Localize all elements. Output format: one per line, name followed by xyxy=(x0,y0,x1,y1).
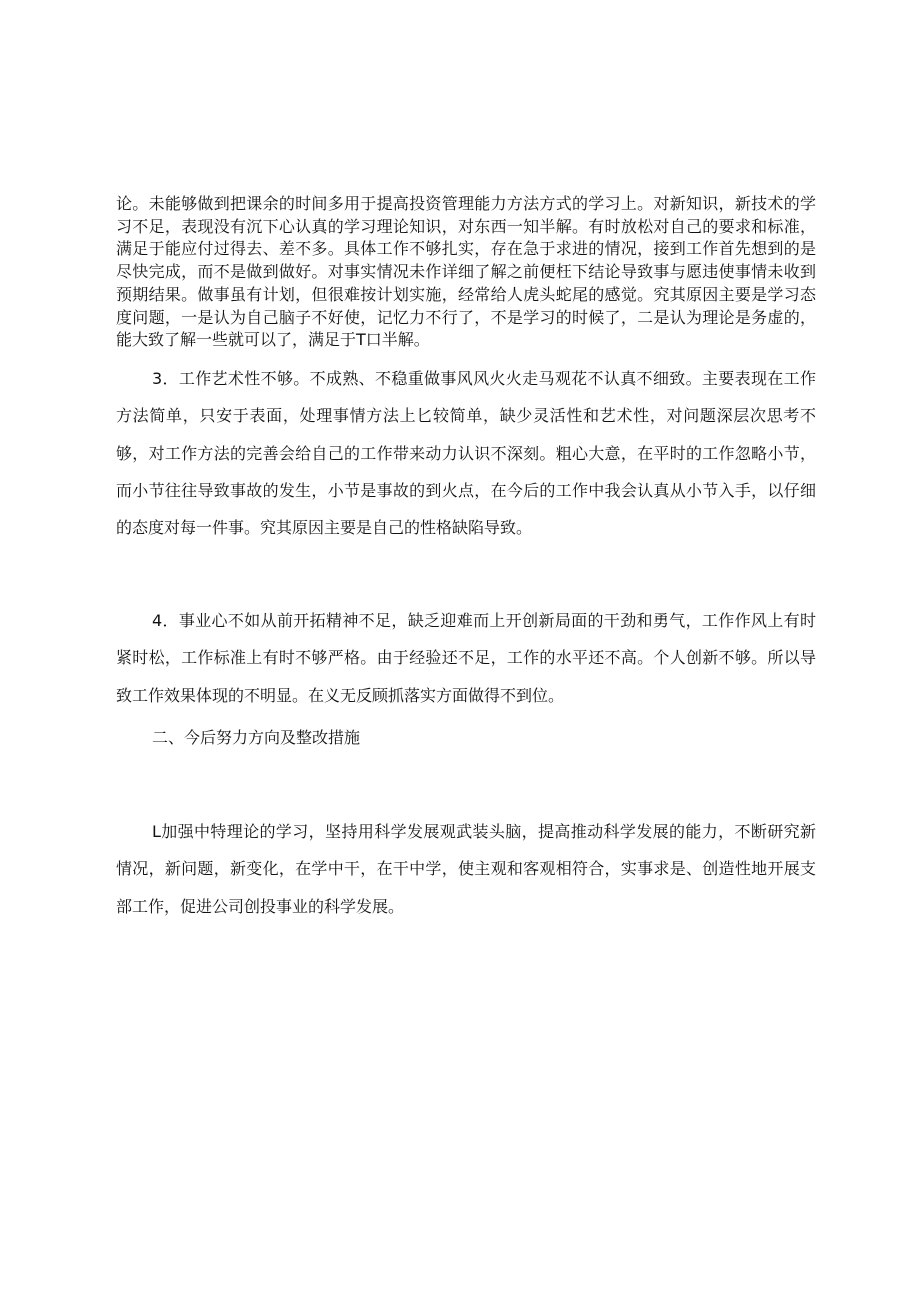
paragraph-continuation: 论。未能够做到把课余的时间多用于提高投资管理能力方法方式的学习上。对新知识，新技术的学习不足，表现没有沉下心认真的学习理论知识，对东西一知半解。有时放松对自己的要求和标准，满足于能应付过得去、差不多。具体工作不够扎实，存在急于求进的情况，接到工作首先想到的是尽快完成，而不是做到做好。对事实情况未作详细了解之前便枉下结论导致事与愿违使事情未收到预期结果。做事虽有计划，但很难按计划实施，经常给人虎头蛇尾的感觉。究其原因主要是学习态度问题，一是认为自己脑子不好使，记忆力不行了，不是学习的时候了，二是认为理论是务虚的，能大致了解一些就可以了，满足于T口半解。 xyxy=(116,194,816,350)
section-heading: 二、今后努力方向及整改措施 xyxy=(152,728,361,747)
paragraph-item-4: 4．事业心不如从前开拓精神不足，缺乏迎难而上开创新局面的干劲和勇气，工作作风上有时紧时松，工作标准上有时不够严格。由于经验还不足，工作的水平还不高。个人创新不够。所以导致工作效果体现的不明显。在义无反顾抓落实方面做得不到位。 xyxy=(116,611,816,705)
paragraph-item-3: 3．工作艺术性不够。不成熟、不稳重做事风风火火走马观花不认真不细致。主要表现在工作方法简单，只安于表面，处理事情方法上匕较简单，缺少灵活性和艺术性，对问题深层次思考不够，对工作方法的完善会给自己的工作带来动力认识不深刻。粗心大意，在平时的工作忽略小节，而小节往往导致事故的发生，小节是事故的到火点，在今后的工作中我会认真从小节入手，以仔细的态度对每一件事。究其原因主要是自己的性格缺陷导致。 xyxy=(116,369,816,538)
paragraph-measure-1: L加强中特理论的学习，坚持用科学发展观武装头脑，提高推动科学发展的能力，不断研究新情况，新问题，新变化，在学中干，在干中学，使主观和客观相符合，实事求是、创造性地开展支部工作，促进公司创投事业的科学发展。 xyxy=(116,822,816,916)
